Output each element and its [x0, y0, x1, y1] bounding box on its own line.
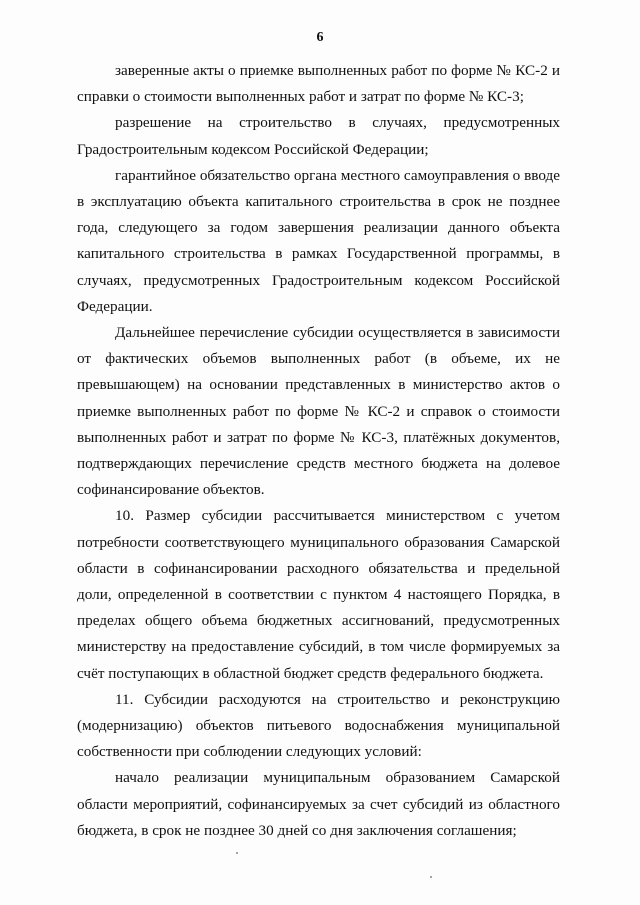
paragraph-further-transfer: Дальнейшее перечисление субсидии осуществляется в зависимости от фактических объемов выполненных работ (в объеме, их не превышающем) на основании представленных в министерство актов о приемке выполненных работ по форме № КС-2 и справок о стоимости выполненных работ и затрат по форме № КС-3, платёжных документов, подтверждающих перечисление средств местного бюджета на долевое софинансирование объектов.: [77, 324, 560, 499]
paragraph-construction-permit: разрешение на строительство в случаях, предусмотренных Градостроительным кодексом Российской Федерации;: [77, 114, 560, 158]
scan-speck: [430, 876, 432, 878]
paragraph-ks-acts: заверенные акты о приемке выполненных работ по форме № КС-2 и справки о стоимости выполненных работ и затрат по форме № КС-3;: [77, 62, 560, 106]
paragraph-item-11: 11. Субсидии расходуются на строительство и реконструкцию (модернизацию) объектов питьевого водоснабжения муниципальной собственности при соблюдении следующих условий:: [77, 690, 560, 761]
scan-speck: [236, 852, 238, 854]
paragraph-start-condition: начало реализации муниципальным образованием Самарской области мероприятий, софинансируемых за счет субсидий из областного бюджета, в срок не позднее 30 дней со дня заключения соглашения;: [77, 769, 560, 839]
paragraph-item-10: 10. Размер субсидии рассчитывается министерством с учетом потребности соответствующего муниципального образования Самарской области в софинансировании расходного обязательства и предельной доли, определенной в соответствии с пунктом 4 настоящего Порядка, в пределах общего объема бюджетных ассигнований, предусмотренных министерству на предоставление субсидий, в том числе формируемых за счёт поступающих в областной бюджет средств федерального бюджета.: [77, 507, 560, 682]
document-body: [77, 58, 560, 844]
page-number: 6: [316, 30, 324, 45]
paragraph-guarantee-obligation: гарантийное обязательство органа местного самоуправления о вводе в эксплуатацию объекта капитального строительства в срок не позднее года, следующего за годом завершения реализации данного объекта капитального строительства в рамках Государственной программы, в случаях, предусмотренных Градостроительным кодексом Российской Федерации.: [77, 166, 560, 315]
